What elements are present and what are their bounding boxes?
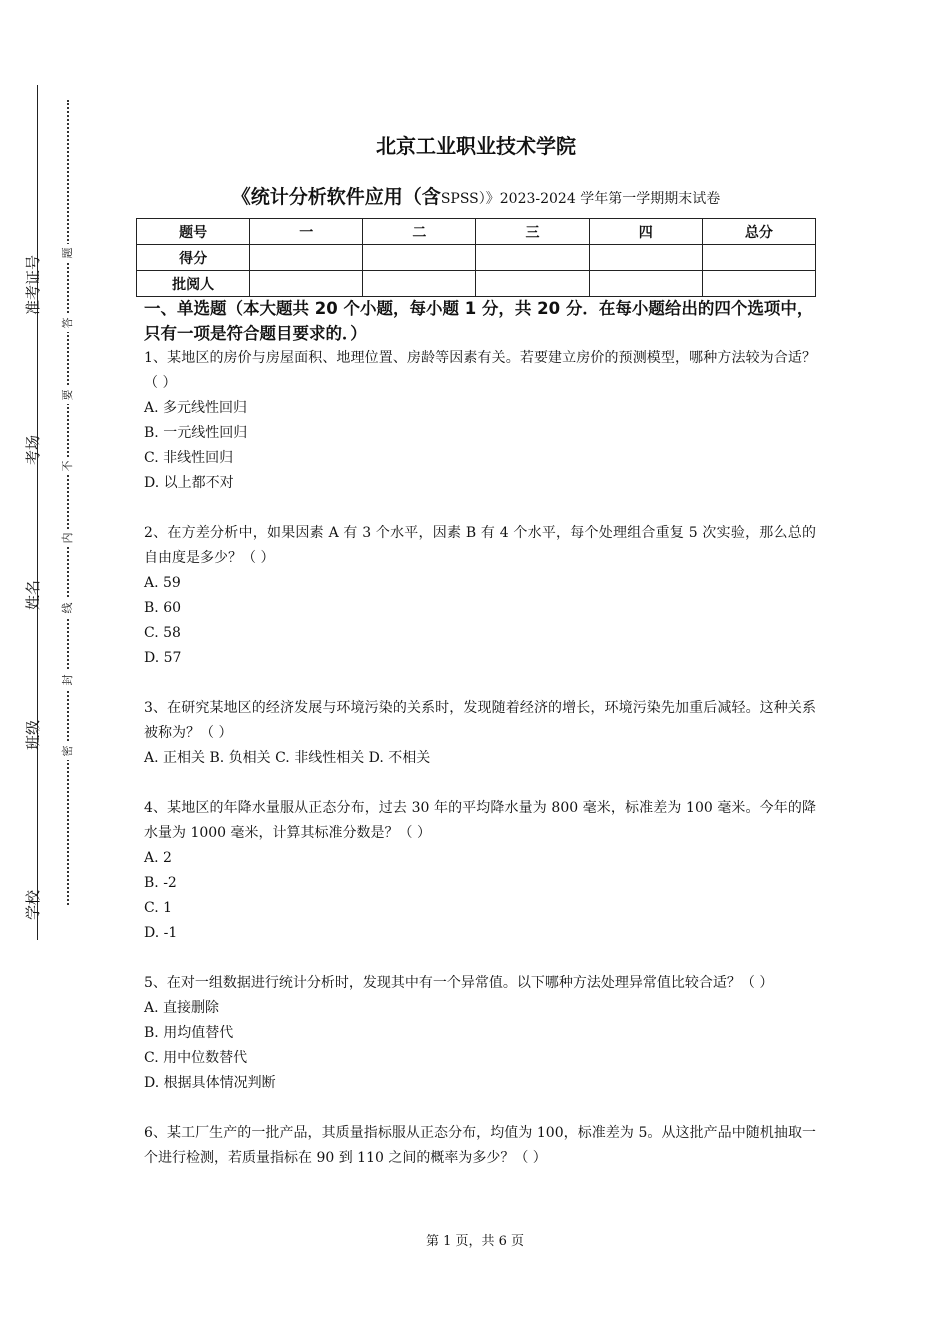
question-option: B. 用均值替代: [144, 1025, 234, 1041]
score-table: [136, 218, 816, 297]
grader-cell[interactable]: [476, 271, 589, 297]
score-col-header: 二: [363, 219, 476, 245]
score-cell[interactable]: [476, 245, 589, 271]
grader-cell[interactable]: [363, 271, 476, 297]
seal-char: 密: [60, 742, 76, 760]
grader-cell[interactable]: [589, 271, 702, 297]
question: [144, 971, 816, 1096]
score-cell[interactable]: [250, 245, 363, 271]
grader-cell[interactable]: [250, 271, 363, 297]
seal-char: 不: [60, 457, 76, 475]
question: [144, 796, 816, 946]
field-name: 姓名: [24, 580, 42, 611]
score-col-header: 题号: [137, 219, 250, 245]
question-option: B. -2: [144, 875, 177, 891]
score-row-label: 得分: [137, 245, 250, 271]
question-stem: 3、在研究某地区的经济发展与环境污染的关系时，发现随着经济的增长，环境污染先加重后减轻。这种关系被称为？（ ）: [144, 700, 816, 741]
question-option: D. 57: [144, 650, 182, 666]
exam-title-course: 《统计分析软件应用（含: [231, 186, 441, 208]
grader-cell[interactable]: [702, 271, 815, 297]
field-class: 班级: [24, 720, 42, 751]
question-stem: 2、在方差分析中，如果因素 A 有 3 个水平，因素 B 有 4 个水平，每个处理组合重复 5 次实验，那么总的自由度是多少？（ ）: [144, 525, 816, 566]
score-cell[interactable]: [363, 245, 476, 271]
question-option: C. 用中位数替代: [144, 1050, 248, 1066]
score-table-header-row: [137, 219, 816, 245]
question-option: C. 1: [144, 900, 173, 916]
exam-title-term: SPSS）》2023-2024 学年第一学期期末试卷: [440, 191, 721, 207]
score-col-header: 总分: [702, 219, 815, 245]
seal-char: 题: [60, 244, 76, 262]
question: [144, 1121, 816, 1171]
question-list: [144, 346, 816, 1196]
question-option: A. 2: [144, 850, 172, 866]
page-footer: 第 1 页，共 6 页: [425, 1234, 525, 1249]
score-col-header: 一: [250, 219, 363, 245]
question: [144, 521, 816, 671]
seal-char: 线: [60, 599, 76, 617]
question-option: B. 60: [144, 600, 182, 616]
score-cell[interactable]: [702, 245, 815, 271]
score-col-header: 三: [476, 219, 589, 245]
field-exam-room: 考场: [24, 435, 42, 466]
question-option: A. 直接删除: [144, 1000, 220, 1016]
question-stem: 1、某地区的房价与房屋面积、地理位置、房龄等因素有关。若要建立房价的预测模型，哪种方法较为合适？（ ）: [144, 350, 816, 391]
question-option: A. 59: [144, 575, 181, 591]
school-title: 北京工业职业技术学院: [376, 134, 576, 158]
question-stem: 4、某地区的年降水量服从正态分布，过去 30 年的平均降水量为 800 毫米，标准差为 100 毫米。今年的降水量为 1000 毫米，计算其标准分数是？（ ）: [144, 800, 816, 841]
grader-row: [137, 271, 816, 297]
seal-char: 内: [60, 529, 76, 547]
seal-char: 要: [60, 386, 76, 404]
binding-margin: [0, 0, 110, 1344]
question-option: D. 以上都不对: [144, 475, 234, 491]
question-stem: 5、在对一组数据进行统计分析时，发现其中有一个异常值。以下哪种方法处理异常值比较合适？（ ）: [144, 975, 774, 991]
question: [144, 346, 816, 496]
question-option: C. 非线性回归: [144, 450, 234, 466]
question: [144, 696, 816, 771]
seal-char: 答: [60, 314, 76, 332]
binding-solid-line: [37, 85, 38, 940]
question-option: D. -1: [144, 925, 178, 941]
score-row: [137, 245, 816, 271]
score-col-header: 四: [589, 219, 702, 245]
score-cell[interactable]: [589, 245, 702, 271]
seal-dotted-line: [67, 100, 69, 905]
question-option: D. 根据具体情况判断: [144, 1075, 276, 1091]
question-option: C. 58: [144, 625, 181, 641]
question-stem: 6、某工厂生产的一批产品，其质量指标服从正态分布，均值为 100，标准差为 5。从这批产品中随机抽取一个进行检测，若质量指标在 90 到 110 之间的概率为多少？（ ）: [144, 1125, 816, 1166]
section-heading: 一、单选题（本大题共 20 个小题，每小题 1 分，共 20 分．在每小题给出的四个选项中，只有一项是符合题目要求的．）: [144, 299, 814, 343]
seal-char: 封: [60, 671, 76, 689]
question-option: A. 正相关 B. 负相关 C. 非线性相关 D. 不相关: [144, 750, 431, 766]
field-exam-number: 准考证号: [24, 254, 42, 315]
exam-title: [136, 182, 816, 209]
question-option: A. 多元线性回归: [144, 400, 248, 416]
grader-row-label: 批阅人: [137, 271, 250, 297]
question-option: B. 一元线性回归: [144, 425, 248, 441]
field-school: 学校: [24, 890, 42, 921]
